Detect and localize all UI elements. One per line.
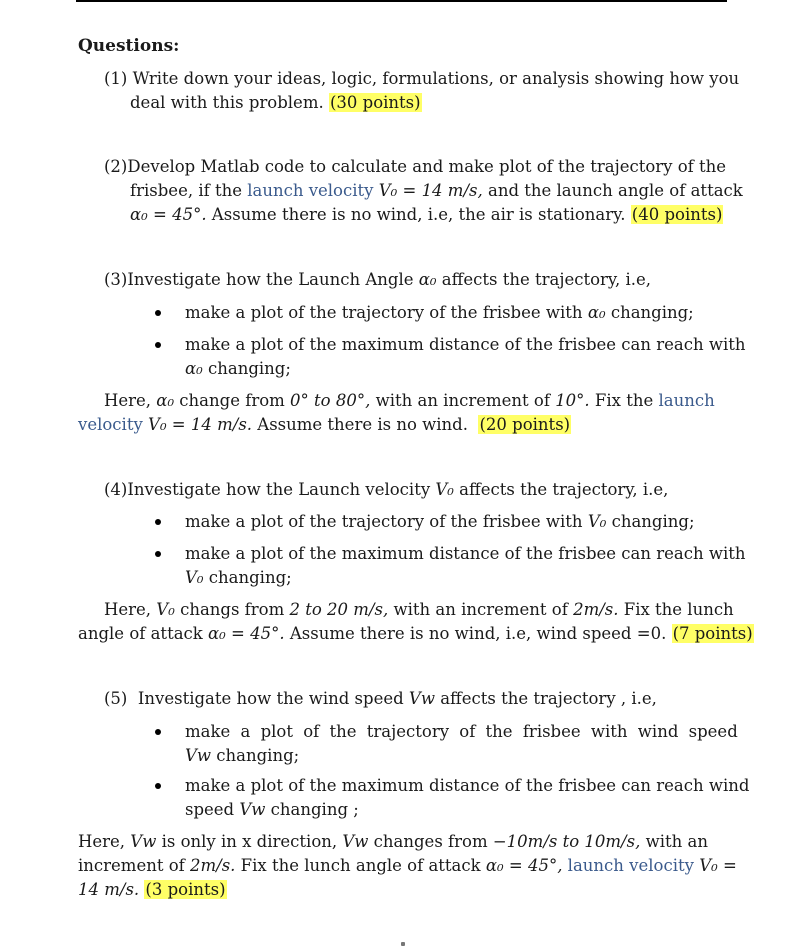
question-3: (3)Investigate how the Launch Angle α₀ affects the trajectory, i.e, xyxy=(104,270,652,289)
q4-bullet-2: make a plot of the maximum distance of the frisbee can reach with V₀ changing; xyxy=(185,542,727,590)
q4-bullet-1: make a plot of the trajectory of the frisbee with V₀ changing; xyxy=(185,510,695,534)
q1-points: (30 points) xyxy=(329,93,421,112)
bullet-dot xyxy=(155,551,161,557)
bullet-dot xyxy=(155,310,161,316)
q3-bullet-1: make a plot of the trajectory of the frisbee with α₀ changing; xyxy=(185,301,694,325)
q4-here-line1: Here, V₀ changs from 2 to 20 m/s, with an increment of 2m/s. Fix the lunch xyxy=(104,600,734,619)
q5-bullet-2: make a plot of the maximum distance of the frisbee can reach wind speed Vw changing ; xyxy=(185,774,727,822)
q5-bullet-1: make a plot of the trajectory of the frisbee with wind speed Vw changing; xyxy=(185,720,727,768)
q3-here-line2: velocity V₀ = 14 m/s. Assume there is no wind. (20 points) xyxy=(78,415,571,434)
bullet-dot xyxy=(155,519,161,525)
page-mark xyxy=(401,942,405,946)
q2-line3: α₀ = 45°. Assume there is no wind, i.e, the air is stationary. (40 points) xyxy=(130,205,723,224)
q5-here-line1: Here, Vw is only in x direction, Vw changes from −10m/s to 10m/s, with an xyxy=(78,832,708,851)
q3-bullet-2: make a plot of the maximum distance of the frisbee can reach with α₀ changing; xyxy=(185,333,727,381)
q2-line2: frisbee, if the launch velocity V₀ = 14 m/s, and the launch angle of attack xyxy=(130,181,743,200)
q1-line2: deal with this problem. (30 points) xyxy=(130,93,421,112)
q4-number: (4) xyxy=(104,480,128,499)
top-rule xyxy=(76,0,727,2)
q5-number: (5) xyxy=(104,689,128,708)
questions-heading: Questions: xyxy=(78,36,180,56)
q3-here-line1: Here, α₀ change from 0° to 80°, with an increment of 10°. Fix the launch xyxy=(104,391,715,410)
q2-launch-velocity: launch velocity xyxy=(247,181,374,200)
q5-here-line2: increment of 2m/s. Fix the lunch angle of attack α₀ = 45°, launch velocity V₀ = xyxy=(78,856,737,875)
q2-number: (2) xyxy=(104,157,128,176)
q1-number: (1) xyxy=(104,69,128,88)
q5-here-line3: 14 m/s. (3 points) xyxy=(78,880,226,899)
question-2 xyxy=(104,155,728,179)
q3-number: (3) xyxy=(104,270,128,289)
q4-points: (7 points) xyxy=(672,624,753,643)
question-4: (4)Investigate how the Launch velocity V₀ affects the trajectory, i.e, xyxy=(104,480,669,499)
q1-text: Write down your ideas, logic, formulations, or analysis showing how you xyxy=(132,69,740,88)
q2-points: (40 points) xyxy=(631,205,723,224)
q3-points: (20 points) xyxy=(479,415,571,434)
q2-line1: Develop Matlab code to calculate and make plot of the trajectory of the xyxy=(127,157,727,176)
question-1 xyxy=(104,67,740,91)
q5-points: (3 points) xyxy=(145,880,226,899)
question-5: (5) Investigate how the wind speed Vw affects the trajectory , i.e, xyxy=(104,689,657,708)
bullet-dot xyxy=(155,342,161,348)
q4-here-line2: angle of attack α₀ = 45°. Assume there is no wind, i.e, wind speed =0. (7 points) xyxy=(78,624,753,643)
bullet-dot xyxy=(155,783,161,789)
bullet-dot xyxy=(155,729,161,735)
